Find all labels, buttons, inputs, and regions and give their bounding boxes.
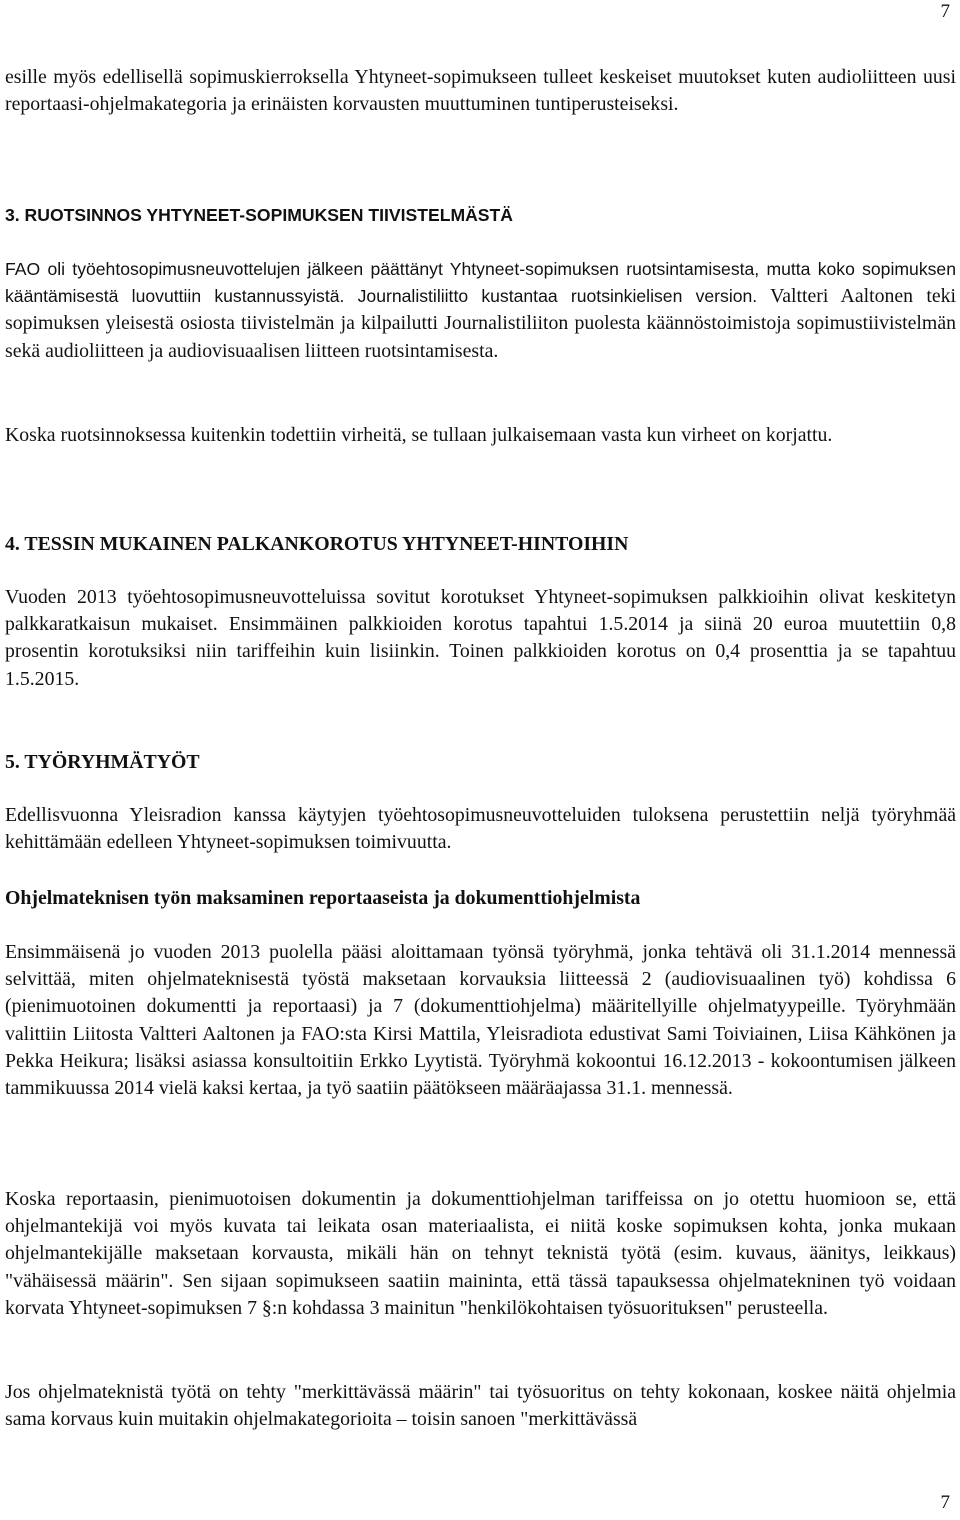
section-4-heading: 4. TESSIN MUKAINEN PALKANKOROTUS YHTYNEET-HINTOIHIN — [5, 533, 629, 555]
section-5-paragraph-2: Ensimmäisenä jo vuoden 2013 puolella pääsi aloittamaan työnsä työryhmä, jonka tehtävä oli 31.1.2014 mennessä selvittää, miten ohjelmateknisestä työstä maksetaan korvauksia liitteessä 2 (audiovisuaalinen työ) kohdissa 6 (pienimuotoinen dokumentti ja reportaasi) ja 7 (dokumenttiohjelma) määritellyille ohjelmatyypeille. Työryhmään valittiin Liitosta Valtteri Aaltonen ja FAO:sta Kirsi Mattila, Yleisradiota edustivat Sami Toiviainen, Liisa Kähkönen ja Pekka Heikura; lisäksi asiassa konsultoitiin Erkko Lyytistä. Työryhmä kokoontui 16.12.2013 - kokoontumisen jälkeen tammikuussa 2014 vielä kaksi kertaa, ja työ saatiin päätökseen määräajassa 31.1. mennessä. — [5, 941, 956, 1100]
section-5-subheading: Ohjelmateknisen työn maksaminen reportaaseista ja dokumenttiohjelmista — [5, 887, 641, 909]
section-4-paragraph-1: Vuoden 2013 työehtosopimusneuvotteluissa sovitut korotukset Yhtyneet-sopimuksen palkkioihin olivat keskitetyn palkkaratkaisun mukaiset. Ensimmäinen palkkioiden korotus tapahtui 1.5.2014 ja siinä 20 euroa muutettiin 0,8 prosentin korotuksiksi niin tariffeihin kuin lisiinkin. Toinen palkkioiden korotus on 0,4 prosenttia ja se tapahtuu 1.5.2015. — [5, 586, 956, 690]
page-number-bottom: 7 — [940, 1492, 950, 1513]
page-number-top: 7 — [940, 1, 950, 22]
section-5-paragraph-1: Edellisvuonna Yleisradion kanssa käytyjen työehtosopimusneuvotteluiden tuloksena perustettiin neljä työryhmää kehittämään edelleen Yhtyneet-sopimuksen toimivuutta. — [5, 804, 956, 854]
section-3-paragraph-1-serif: Valtteri Aaltonen teki sopimuksen yleisestä osiosta tiivistelmän ja kilpailutti Journalistiliiton puolesta käännöstoimistoja sopimustiivistelmän sekä audioliitteen ja audiovisuaalisen liitteen ruotsintamisesta. — [5, 285, 956, 362]
intro-paragraph: esille myös edellisellä sopimuskierroksella Yhtyneet-sopimukseen tulleet keskeiset muutokset kuten audioliitteen uusi reportaasi-ohjelmakategoria ja erinäisten korvausten muuttuminen tuntiperusteiseksi. — [5, 66, 956, 116]
section-5-paragraph-3: Koska reportaasin, pienimuotoisen dokumentin ja dokumenttiohjelman tariffeissa on jo otettu huomioon se, että ohjelmantekijä voi myös kuvata tai leikata osan materiaalista, ei niitä koske sopimuksen kohta, jonka mukaan ohjelmantekijälle maksetaan korvausta, mikäli hän on tehnyt teknistä työtä (esim. kuvaus, äänitys, leikkaus) "vähäisessä määrin". Sen sijaan sopimukseen saatiin maininta, että tässä tapauksessa ohjelmatekninen työ voidaan korvata Yhtyneet-sopimuksen 7 §:n kohdassa 3 mainitun "henkilökohtaisen työsuorituksen" perusteella. — [5, 1188, 956, 1319]
section-3-paragraph-2: Koska ruotsinnoksessa kuitenkin todettiin virheitä, se tullaan julkaisemaan vasta kun virheet on korjattu. — [5, 424, 833, 446]
section-3-heading: 3. RUOTSINNOS YHTYNEET-SOPIMUKSEN TIIVISTELMÄSTÄ — [5, 205, 513, 225]
section-3-paragraph-1-sans: FAO oli työehtosopimusneuvottelujen jälkeen päättänyt Yhtyneet-sopimuksen ruotsintamisesta, mutta koko sopimuksen kääntämisestä luovuttiin kustannussyistä. Journalistiliitto kustantaa ruotsinkielisen version. — [5, 259, 956, 307]
section-5-paragraph-4: Jos ohjelmateknistä työtä on tehty "merkittävässä määrin" tai työsuoritus on tehty kokonaan, koskee näitä ohjelmia sama korvaus kuin muitakin ohjelmakategorioita – toisin sanoen "merkittävässä — [5, 1381, 956, 1431]
section-3-paragraph-1 — [5, 256, 956, 365]
section-5-heading: 5. TYÖRYHMÄTYÖT — [5, 751, 200, 773]
